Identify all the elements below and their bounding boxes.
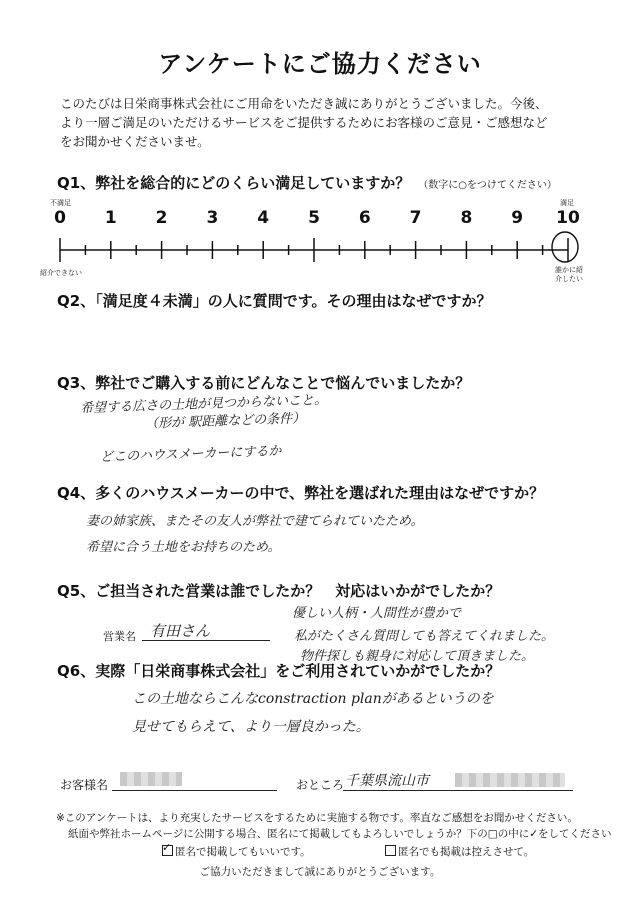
- scale-number[interactable]: 6: [358, 208, 371, 228]
- q5-question: Q5、ご担当された営業は誰でしたか？ 対応はいかがでしたか？: [57, 582, 501, 600]
- q1-question: [57, 172, 557, 193]
- scale-number[interactable]: 10: [556, 208, 580, 228]
- sales-name-field[interactable]: [142, 618, 270, 641]
- thanks-text: ご協力いただきまして誠にありがとうございます。: [199, 866, 441, 878]
- scale-low-bottom-label: 紹介できない: [40, 269, 82, 277]
- q5-answer-line: 物件探しも親身に対応して頂きました。: [300, 649, 535, 664]
- scale-low-top-label: 不満足: [50, 199, 71, 207]
- satisfaction-scale-line: [0, 230, 640, 270]
- intro-line: このたびは日栄商事株式会社にご用命をいただき誠にありがとうございました。今後、: [60, 96, 548, 111]
- q3-question: Q3、弊社でご購入する前にどんなことで悩んでいましたか？: [57, 374, 471, 392]
- selected-circle-mark: [552, 232, 578, 262]
- sales-name-value: 有田さん: [150, 622, 211, 640]
- redacted-address: [455, 773, 565, 787]
- scale-number[interactable]: 3: [206, 208, 219, 228]
- address-value: 千葉県流山市: [345, 773, 429, 789]
- q6-answer-line: この土地ならこんなconstraction planがあるというのを: [132, 691, 494, 707]
- q1-question-text: Q1、弊社を総合的にどのくらい満足していますか？: [57, 174, 411, 192]
- address-label: おところ: [296, 778, 345, 792]
- address-field[interactable]: [343, 770, 573, 791]
- q3-answer-line: （形が 駅距離などの条件）: [144, 411, 306, 432]
- option-publish-ok[interactable]: [162, 844, 311, 859]
- scale-number[interactable]: 1: [104, 208, 117, 228]
- scale-number[interactable]: 8: [460, 208, 473, 228]
- intro-text: [60, 94, 590, 151]
- intro-line: をお聞かせくださいませ。: [60, 134, 210, 149]
- intro-line: より一層ご満足のいただけるサービスをご提供するためにお客様のご意見・ご感想など: [60, 115, 548, 130]
- q6-question: Q6、実際「日栄商事株式会社」をご利用されていかがでしたか？: [57, 662, 501, 680]
- footer-note: 紙面や弊社ホームページに公開する場合、匿名にて掲載してもよろしいでしょうか？下の□の中に✓をしてください: [68, 828, 612, 840]
- scale-number[interactable]: 4: [257, 208, 270, 228]
- option-ng-label: 匿名でも掲載は控えさせて。: [398, 846, 535, 858]
- scale-high-top-label: 満足: [560, 199, 574, 207]
- scale-number[interactable]: 2: [155, 208, 168, 228]
- page-title: アンケートにご協力ください: [158, 50, 482, 78]
- q5-answer-line: 私がたくさん質問しても答えてくれました。: [294, 629, 555, 644]
- sales-name-label: 営業名: [103, 630, 136, 643]
- q4-answer-line: 希望に合う土地をお持ちのため。: [86, 540, 281, 555]
- scale-high-bottom-label: 誰かに紹介したい: [555, 266, 583, 283]
- redacted-name: [120, 772, 182, 786]
- scale-number[interactable]: 9: [511, 208, 524, 228]
- option-publish-ng[interactable]: [385, 844, 534, 859]
- q3-answer-line: 希望する広さの土地が見つからないこと。: [79, 392, 328, 417]
- customer-name-label: お客様名: [60, 778, 109, 792]
- footer-note: ※このアンケートは、より充実したサービスをするために実施する物です。率直なご感想をお聞かせください。: [56, 812, 578, 824]
- q2-question: Q2、「満足度４未満」の人に質問です。その理由はなぜですか？: [57, 292, 492, 310]
- scale-number[interactable]: 7: [409, 208, 422, 228]
- q4-question: Q4、多くのハウスメーカーの中で、弊社を選ばれた理由はなぜですか？: [57, 484, 545, 502]
- q4-answer-line: 妻の姉家族、またその友人が弊社で建てられていたため。: [86, 514, 424, 529]
- q3-answer-line: どこのハウスメーカーにするか: [99, 443, 282, 466]
- q5-answer-line: 優しい人柄・人間性が豊かで: [292, 606, 462, 621]
- scale-number[interactable]: 0: [54, 208, 66, 228]
- customer-name-field[interactable]: [112, 770, 277, 791]
- scale-number[interactable]: 5: [308, 208, 320, 228]
- checkbox-checked-icon[interactable]: [162, 845, 173, 856]
- q1-note: （数字に○をつけてください）: [418, 180, 557, 191]
- q6-answer-line: 見せてもらえて、より一層良かった。: [132, 719, 370, 735]
- checkbox-empty-icon[interactable]: [385, 845, 396, 856]
- option-ok-label: 匿名で掲載してもいいです。: [175, 846, 311, 858]
